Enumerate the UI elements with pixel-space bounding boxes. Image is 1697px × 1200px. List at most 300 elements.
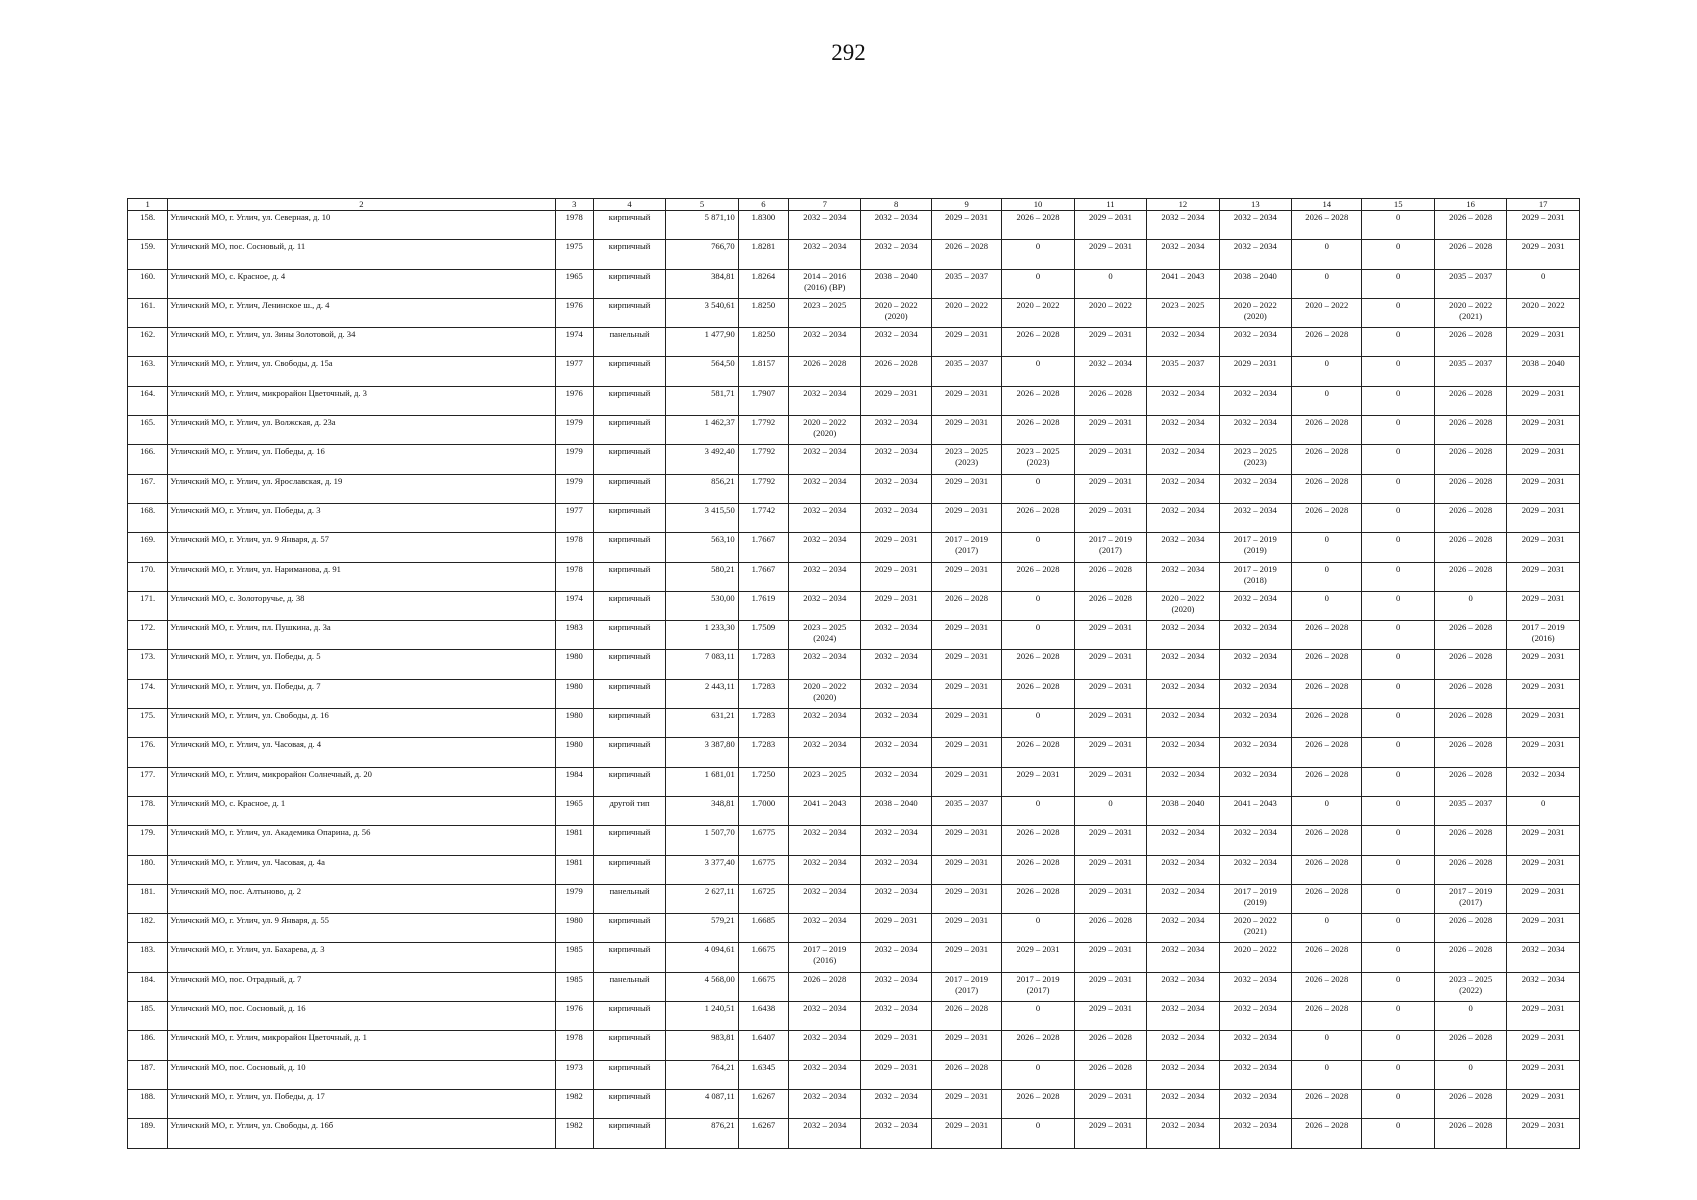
table-cell: 2032 – 2034 <box>789 533 861 562</box>
column-header: 4 <box>593 199 665 211</box>
table-cell: 0 <box>1362 357 1434 386</box>
table-cell: 0 <box>1002 1119 1074 1148</box>
table-cell: 2026 – 2028 <box>1074 562 1146 591</box>
table-cell: 2032 – 2034 <box>1147 416 1219 445</box>
table-cell: 2026 – 2028 <box>1002 386 1074 415</box>
table-row <box>128 709 1580 738</box>
table-cell: 2032 – 2034 <box>789 826 861 855</box>
table-cell: 2026 – 2028 <box>1002 826 1074 855</box>
table-cell: 0 <box>1074 269 1146 298</box>
table-cell: 0 <box>1362 972 1434 1001</box>
table-cell: 2029 – 2031 <box>1074 709 1146 738</box>
table-cell: 2020 – 2022 (2020) <box>1219 298 1291 327</box>
table-cell: 2020 – 2022 <box>1507 298 1580 327</box>
table-cell: 2032 – 2034 <box>1147 1002 1219 1031</box>
table-cell: кирпичный <box>593 416 665 445</box>
table-cell: 0 <box>1362 650 1434 679</box>
table-cell: Угличский МО, с. Красное, д. 1 <box>168 796 555 825</box>
table-cell: 2026 – 2028 <box>1292 767 1362 796</box>
table-cell: 2032 – 2034 <box>789 650 861 679</box>
table-cell: кирпичный <box>593 240 665 269</box>
table-cell: 2032 – 2034 <box>789 562 861 591</box>
column-header: 17 <box>1507 199 1580 211</box>
table-cell: 2026 – 2028 <box>1434 1089 1506 1118</box>
column-header: 16 <box>1434 199 1506 211</box>
table-cell: 384,81 <box>666 269 738 298</box>
table-cell: 2035 – 2037 <box>1434 357 1506 386</box>
table-cell: 0 <box>1362 738 1434 767</box>
table-cell: 2026 – 2028 <box>1434 211 1506 240</box>
table-cell: 2023 – 2025 (2023) <box>1219 445 1291 474</box>
table-cell: 530,00 <box>666 591 738 620</box>
table-cell: 2032 – 2034 <box>789 328 861 357</box>
table-cell: 1.6407 <box>738 1031 788 1060</box>
table-cell: Угличский МО, пос. Алтыново, д. 2 <box>168 884 555 913</box>
table-cell: 1.7283 <box>738 650 788 679</box>
table-cell: 2032 – 2034 <box>861 826 931 855</box>
table-cell: 2032 – 2034 <box>861 416 931 445</box>
table-cell: 0 <box>1507 269 1580 298</box>
table-cell: 2032 – 2034 <box>861 1119 931 1148</box>
table-cell: 2032 – 2034 <box>861 445 931 474</box>
column-header: 11 <box>1074 199 1146 211</box>
table-cell: 563,10 <box>666 533 738 562</box>
table-cell: 2026 – 2028 <box>1434 855 1506 884</box>
table-cell: Угличский МО, пос. Сосновый, д. 16 <box>168 1002 555 1031</box>
table-cell: 2026 – 2028 <box>789 357 861 386</box>
table-cell: 1.6438 <box>738 1002 788 1031</box>
table-cell: 2017 – 2019 (2017) <box>1434 884 1506 913</box>
table-cell: 1.7667 <box>738 562 788 591</box>
table-cell: 2032 – 2034 <box>789 503 861 532</box>
table-cell: 174. <box>128 679 168 708</box>
table-cell: 1.8250 <box>738 298 788 327</box>
table-cell: кирпичный <box>593 1060 665 1089</box>
table-cell: 0 <box>1074 796 1146 825</box>
table-cell: 0 <box>1292 914 1362 943</box>
table-cell: 2032 – 2034 <box>1219 767 1291 796</box>
table-row <box>128 1060 1580 1089</box>
table-cell: Угличский МО, г. Углич, ул. Нариманова, д. 91 <box>168 562 555 591</box>
table-cell: 1.8264 <box>738 269 788 298</box>
table-cell: 2017 – 2019 (2019) <box>1219 533 1291 562</box>
table-cell: Угличский МО, г. Углич, микрорайон Цветочный, д. 3 <box>168 386 555 415</box>
table-cell: 0 <box>1002 474 1074 503</box>
table-cell: 2032 – 2034 <box>1147 855 1219 884</box>
table-cell: 0 <box>1292 533 1362 562</box>
column-header: 1 <box>128 199 168 211</box>
table-cell: 159. <box>128 240 168 269</box>
column-header: 8 <box>861 199 931 211</box>
table-cell: 2020 – 2022 (2020) <box>861 298 931 327</box>
table-cell: 1984 <box>555 767 593 796</box>
table-cell: 1.7283 <box>738 679 788 708</box>
table-cell: 1.6725 <box>738 884 788 913</box>
table-cell: 1 240,51 <box>666 1002 738 1031</box>
table-cell: 1.8157 <box>738 357 788 386</box>
table-cell: 2029 – 2031 <box>1507 884 1580 913</box>
table-cell: 2026 – 2028 <box>1434 474 1506 503</box>
table-cell: 168. <box>128 503 168 532</box>
table-cell: 2029 – 2031 <box>1507 503 1580 532</box>
table-row <box>128 416 1580 445</box>
table-cell: 2032 – 2034 <box>789 591 861 620</box>
table-cell: 2032 – 2034 <box>789 445 861 474</box>
table-cell: 0 <box>1292 1031 1362 1060</box>
table-cell: Угличский МО, пос. Сосновый, д. 10 <box>168 1060 555 1089</box>
table-cell: 2026 – 2028 <box>1434 914 1506 943</box>
table-cell: 1979 <box>555 884 593 913</box>
table-cell: 2017 – 2019 (2017) <box>1074 533 1146 562</box>
table-cell: Угличский МО, г. Углич, ул. Зины Золотовой, д. 34 <box>168 328 555 357</box>
table-cell: 170. <box>128 562 168 591</box>
table-cell: 2023 – 2025 (2023) <box>931 445 1001 474</box>
table-cell: 2032 – 2034 <box>1219 1002 1291 1031</box>
table-cell: 2032 – 2034 <box>1147 826 1219 855</box>
table-cell: 2032 – 2034 <box>1507 972 1580 1001</box>
table-cell: 2032 – 2034 <box>789 1089 861 1118</box>
table-cell: 0 <box>1362 767 1434 796</box>
table-cell: 2029 – 2031 <box>1074 1089 1146 1118</box>
table-cell: 160. <box>128 269 168 298</box>
table-cell: 2023 – 2025 <box>789 298 861 327</box>
table-cell: кирпичный <box>593 298 665 327</box>
table-cell: 0 <box>1362 943 1434 972</box>
table-cell: 2026 – 2028 <box>861 357 931 386</box>
table-cell: Угличский МО, г. Углич, ул. Свободы, д. 16б <box>168 1119 555 1148</box>
table-cell: 2026 – 2028 <box>1292 943 1362 972</box>
table-cell: 2029 – 2031 <box>1074 474 1146 503</box>
table-cell: 2029 – 2031 <box>1507 591 1580 620</box>
table-cell: кирпичный <box>593 533 665 562</box>
table-cell: 4 568,00 <box>666 972 738 1001</box>
table-cell: 2026 – 2028 <box>1292 679 1362 708</box>
table-cell: 0 <box>1002 914 1074 943</box>
column-header: 14 <box>1292 199 1362 211</box>
table-cell: Угличский МО, г. Углич, ул. Академика Опарина, д. 56 <box>168 826 555 855</box>
table-cell: кирпичный <box>593 826 665 855</box>
table-cell: 2029 – 2031 <box>1507 562 1580 591</box>
table-cell: 2017 – 2019 (2016) <box>789 943 861 972</box>
table-cell: 2026 – 2028 <box>1434 386 1506 415</box>
table-cell: 2020 – 2022 <box>1002 298 1074 327</box>
table-cell: 1979 <box>555 416 593 445</box>
table-cell: 2041 – 2043 <box>1219 796 1291 825</box>
table-cell: 169. <box>128 533 168 562</box>
table-cell: 2026 – 2028 <box>1002 1031 1074 1060</box>
table-cell: 2026 – 2028 <box>1434 328 1506 357</box>
table-cell: 2026 – 2028 <box>1434 650 1506 679</box>
table-cell: кирпичный <box>593 738 665 767</box>
table-cell: 2029 – 2031 <box>1074 445 1146 474</box>
table-cell: Угличский МО, г. Углич, ул. Часовая, д. 4 <box>168 738 555 767</box>
table-cell: 2032 – 2034 <box>1147 533 1219 562</box>
table-cell: 2032 – 2034 <box>1147 562 1219 591</box>
table-cell: 2029 – 2031 <box>1074 767 1146 796</box>
table-cell: 2032 – 2034 <box>1147 240 1219 269</box>
table-cell: 2026 – 2028 <box>1002 650 1074 679</box>
table-cell: 2026 – 2028 <box>1434 1031 1506 1060</box>
column-header: 12 <box>1147 199 1219 211</box>
table-cell: 2035 – 2037 <box>931 796 1001 825</box>
table-cell: 1974 <box>555 328 593 357</box>
table-cell: 179. <box>128 826 168 855</box>
table-cell: 2032 – 2034 <box>1219 855 1291 884</box>
column-header: 6 <box>738 199 788 211</box>
table-cell: 2026 – 2028 <box>1292 211 1362 240</box>
table-cell: 1 477,90 <box>666 328 738 357</box>
table-cell: 2026 – 2028 <box>1292 826 1362 855</box>
table-cell: 2038 – 2040 <box>861 796 931 825</box>
table-cell: 2026 – 2028 <box>1434 943 1506 972</box>
table-cell: 2032 – 2034 <box>1147 474 1219 503</box>
table-cell: 1 462,37 <box>666 416 738 445</box>
table-cell: 2032 – 2034 <box>1219 1119 1291 1148</box>
table-cell: другой тип <box>593 796 665 825</box>
table-cell: 2029 – 2031 <box>1074 621 1146 650</box>
table-cell: 2038 – 2040 <box>1147 796 1219 825</box>
table-cell: 158. <box>128 211 168 240</box>
table-cell: Угличский МО, г. Углич, Ленинское ш., д. 4 <box>168 298 555 327</box>
table-cell: 2029 – 2031 <box>931 1089 1001 1118</box>
table-cell: 181. <box>128 884 168 913</box>
table-cell: кирпичный <box>593 767 665 796</box>
table-cell: 581,71 <box>666 386 738 415</box>
table-cell: 2032 – 2034 <box>1219 474 1291 503</box>
table-cell: 2032 – 2034 <box>1219 679 1291 708</box>
table-cell: Угличский МО, г. Углич, ул. Свободы, д. 16 <box>168 709 555 738</box>
table-cell: кирпичный <box>593 591 665 620</box>
table-cell: 2029 – 2031 <box>931 679 1001 708</box>
table-cell: 2032 – 2034 <box>861 855 931 884</box>
table-cell: 4 094,61 <box>666 943 738 972</box>
table-cell: 2032 – 2034 <box>789 884 861 913</box>
table-cell: 2032 – 2034 <box>1219 1031 1291 1060</box>
table-cell: 1978 <box>555 211 593 240</box>
table-cell: 2032 – 2034 <box>861 240 931 269</box>
table-cell: 162. <box>128 328 168 357</box>
table-cell: 2029 – 2031 <box>931 650 1001 679</box>
table-cell: 2029 – 2031 <box>1219 357 1291 386</box>
table-cell: 0 <box>1362 709 1434 738</box>
table-cell: 2032 – 2034 <box>789 738 861 767</box>
table-cell: 2032 – 2034 <box>1219 709 1291 738</box>
table-cell: 2029 – 2031 <box>931 211 1001 240</box>
table-row <box>128 1119 1580 1148</box>
table-cell: 0 <box>1002 269 1074 298</box>
table-cell: кирпичный <box>593 503 665 532</box>
table-cell: 2026 – 2028 <box>1002 416 1074 445</box>
table-cell: 2026 – 2028 <box>1292 445 1362 474</box>
table-cell: 178. <box>128 796 168 825</box>
table-cell: 2029 – 2031 <box>1074 416 1146 445</box>
table-cell: 2026 – 2028 <box>1434 679 1506 708</box>
table-cell: 2029 – 2031 <box>1507 328 1580 357</box>
table-cell: 2026 – 2028 <box>1292 621 1362 650</box>
table-cell: 2029 – 2031 <box>931 562 1001 591</box>
table-cell: 2026 – 2028 <box>1434 416 1506 445</box>
column-header: 2 <box>168 199 555 211</box>
table-cell: 1 233,30 <box>666 621 738 650</box>
table-cell: 2026 – 2028 <box>931 1060 1001 1089</box>
table-cell: 2029 – 2031 <box>1074 328 1146 357</box>
table-cell: 2029 – 2031 <box>861 1031 931 1060</box>
table-cell: 0 <box>1362 298 1434 327</box>
table-cell: 2026 – 2028 <box>1002 1089 1074 1118</box>
table-cell: 0 <box>1002 1060 1074 1089</box>
table-cell: 2032 – 2034 <box>1147 709 1219 738</box>
table-cell: 2035 – 2037 <box>931 357 1001 386</box>
table-cell: 2029 – 2031 <box>1507 240 1580 269</box>
table-cell: 0 <box>1362 1119 1434 1148</box>
table-cell: 1980 <box>555 709 593 738</box>
table-cell: кирпичный <box>593 855 665 884</box>
table-cell: кирпичный <box>593 1031 665 1060</box>
table-cell: 187. <box>128 1060 168 1089</box>
table-cell: 2029 – 2031 <box>1507 855 1580 884</box>
page-number: 292 <box>831 40 866 65</box>
table-row <box>128 445 1580 474</box>
table-cell: 1.8250 <box>738 328 788 357</box>
table-cell: 0 <box>1362 240 1434 269</box>
table-cell: 2020 – 2022 (2020) <box>1147 591 1219 620</box>
table-cell: 167. <box>128 474 168 503</box>
table-cell: 2020 – 2022 (2020) <box>789 679 861 708</box>
table-row <box>128 1031 1580 1060</box>
table-cell: 2023 – 2025 (2023) <box>1002 445 1074 474</box>
table-cell: 580,21 <box>666 562 738 591</box>
table-cell: 180. <box>128 855 168 884</box>
housing-table <box>127 198 1580 1149</box>
table-cell: 1965 <box>555 269 593 298</box>
table-cell: 2032 – 2034 <box>789 240 861 269</box>
table-cell: 1974 <box>555 591 593 620</box>
table-cell: 2029 – 2031 <box>931 709 1001 738</box>
table-row <box>128 1002 1580 1031</box>
table-cell: 2026 – 2028 <box>1002 503 1074 532</box>
table-cell: 2032 – 2034 <box>861 650 931 679</box>
table-cell: 3 387,80 <box>666 738 738 767</box>
table-cell: 564,50 <box>666 357 738 386</box>
table-cell: 2026 – 2028 <box>1434 738 1506 767</box>
table-cell: 2017 – 2019 (2019) <box>1219 884 1291 913</box>
table-cell: 1980 <box>555 914 593 943</box>
table-cell: 2038 – 2040 <box>1219 269 1291 298</box>
table-cell: Угличский МО, г. Углич, ул. Северная, д. 10 <box>168 211 555 240</box>
table-body <box>128 211 1580 1149</box>
table-row <box>128 884 1580 913</box>
table-cell: 2029 – 2031 <box>1507 211 1580 240</box>
table-cell: 2029 – 2031 <box>931 386 1001 415</box>
table-cell: 2026 – 2028 <box>931 591 1001 620</box>
table-cell: 2026 – 2028 <box>1434 503 1506 532</box>
table-row <box>128 679 1580 708</box>
table-cell: 2032 – 2034 <box>1147 445 1219 474</box>
table-cell: 2032 – 2034 <box>1219 386 1291 415</box>
table-cell: Угличский МО, г. Углич, ул. 9 Января, д. 55 <box>168 914 555 943</box>
table-cell: 1.7283 <box>738 738 788 767</box>
table-cell: 1982 <box>555 1089 593 1118</box>
table-cell: 0 <box>1002 357 1074 386</box>
table-cell: 2029 – 2031 <box>861 533 931 562</box>
table-cell: Угличский МО, пос. Сосновый, д. 11 <box>168 240 555 269</box>
table-cell: 2026 – 2028 <box>1292 416 1362 445</box>
table-cell: 876,21 <box>666 1119 738 1148</box>
table-cell: 2026 – 2028 <box>1002 562 1074 591</box>
table-cell: 177. <box>128 767 168 796</box>
table-cell: 1978 <box>555 562 593 591</box>
table-cell: 2032 – 2034 <box>861 767 931 796</box>
table-cell: 2038 – 2040 <box>1507 357 1580 386</box>
table-cell: 2032 – 2034 <box>1147 767 1219 796</box>
table-cell: 2026 – 2028 <box>1292 1002 1362 1031</box>
table-cell: 2032 – 2034 <box>789 1060 861 1089</box>
table-cell: 2026 – 2028 <box>1074 914 1146 943</box>
table-cell: 2029 – 2031 <box>1507 914 1580 943</box>
table-cell: 2020 – 2022 <box>1292 298 1362 327</box>
table-cell: 2035 – 2037 <box>931 269 1001 298</box>
table-cell: 0 <box>1362 533 1434 562</box>
table-cell: 2026 – 2028 <box>1002 211 1074 240</box>
table-row <box>128 328 1580 357</box>
table-cell: кирпичный <box>593 650 665 679</box>
table-cell: 1985 <box>555 943 593 972</box>
table-cell: 2032 – 2034 <box>1147 211 1219 240</box>
table-cell: 2029 – 2031 <box>1074 1119 1146 1148</box>
table-cell: 2032 – 2034 <box>789 211 861 240</box>
table-cell: 2029 – 2031 <box>1507 1089 1580 1118</box>
table-cell: 2032 – 2034 <box>1147 328 1219 357</box>
table-cell: 7 083,11 <box>666 650 738 679</box>
table-cell: 2032 – 2034 <box>1507 767 1580 796</box>
table-cell: 5 871,10 <box>666 211 738 240</box>
table-cell: 631,21 <box>666 709 738 738</box>
table-cell: 2023 – 2025 <box>1147 298 1219 327</box>
table-cell: 1965 <box>555 796 593 825</box>
table-cell: 1975 <box>555 240 593 269</box>
table-cell: 2029 – 2031 <box>931 767 1001 796</box>
table-cell: 2026 – 2028 <box>1002 679 1074 708</box>
table-cell: 2029 – 2031 <box>1074 855 1146 884</box>
table-cell: 2032 – 2034 <box>1147 884 1219 913</box>
table-cell: 2032 – 2034 <box>1147 1119 1219 1148</box>
table-cell: 1976 <box>555 298 593 327</box>
table-cell: 2032 – 2034 <box>1147 1089 1219 1118</box>
table-cell: 0 <box>1362 503 1434 532</box>
table-cell: 1978 <box>555 1031 593 1060</box>
table-cell: 2032 – 2034 <box>1219 621 1291 650</box>
table-cell: 2032 – 2034 <box>861 884 931 913</box>
table-cell: 2026 – 2028 <box>1434 445 1506 474</box>
table-cell: 1 507,70 <box>666 826 738 855</box>
table-cell: 2029 – 2031 <box>1507 679 1580 708</box>
table-cell: Угличский МО, г. Углич, ул. Ярославская, д. 19 <box>168 474 555 503</box>
table-cell: Угличский МО, пос. Отрадный, д. 7 <box>168 972 555 1001</box>
table-cell: 348,81 <box>666 796 738 825</box>
table-cell: 2026 – 2028 <box>1292 328 1362 357</box>
table-cell: 2032 – 2034 <box>1219 826 1291 855</box>
table-cell: Угличский МО, г. Углич, ул. Волжская, д. 23а <box>168 416 555 445</box>
table-cell: 1.6775 <box>738 826 788 855</box>
table-cell: 1981 <box>555 826 593 855</box>
table-cell: 2032 – 2034 <box>1219 416 1291 445</box>
table-cell: 0 <box>1292 357 1362 386</box>
table-cell: 2029 – 2031 <box>1074 503 1146 532</box>
table-cell: 2026 – 2028 <box>1074 1060 1146 1089</box>
table-row <box>128 386 1580 415</box>
table-cell: 1.7619 <box>738 591 788 620</box>
table-cell: 2032 – 2034 <box>789 855 861 884</box>
